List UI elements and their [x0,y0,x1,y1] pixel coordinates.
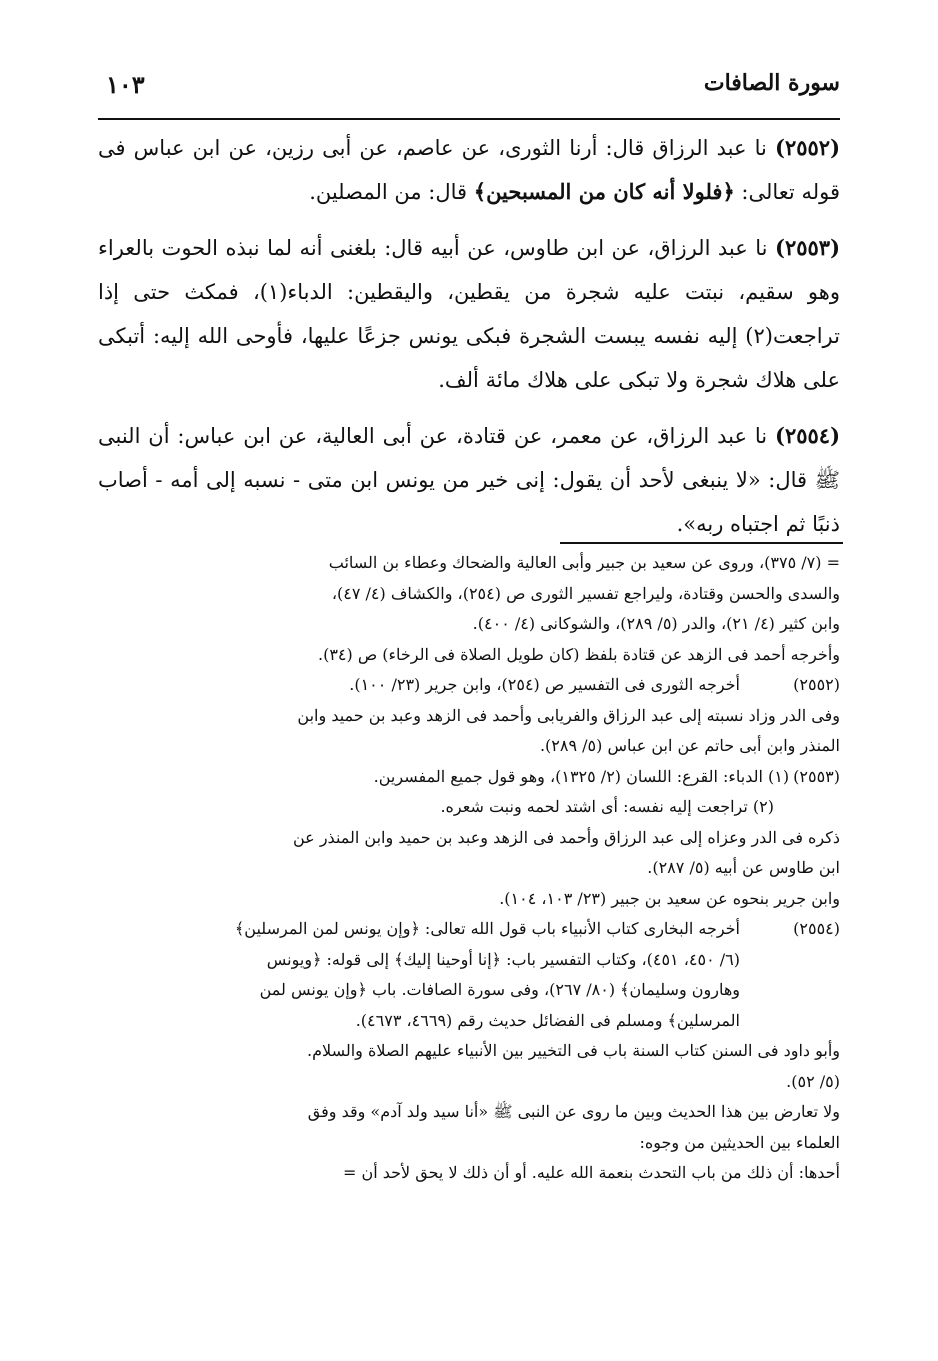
quran-quote: ﴿فلولا أنه كان من المسبحين﴾ [473,179,735,204]
footnote-2553-cont [98,823,840,915]
footnote-line: ابن طاوس عن أبيه (٥/ ٢٨٧). [647,858,840,877]
hadith-number: (٢٥٥٢) [775,135,840,160]
footnote-line: وهارون وسليمان﴾ (٨٠/ ٢٦٧)، وفى سورة الصافات. باب ﴿وإن يونس لمن [259,980,740,999]
footnote-2553-sub2 [98,792,840,823]
footnote-line: وأخرجه أحمد فى الزهد عن قتادة بلفظ (كان طويل الصلاة فى الرخاء) ص (٣٤). [318,644,840,664]
main-text [98,126,840,558]
footnote-line: المنذر وابن أبى حاتم عن ابن عباس (٥/ ٢٨٩). [539,736,840,755]
footnote-line: المرسلين﴾ ومسلم فى الفضائل حديث رقم (٤٦٦٩، ٤٦٧٣). [355,1010,740,1030]
footnote-line: أخرجه البخارى كتاب الأنبياء باب قول الله تعالى: ﴿وإن يونس لمن المرسلين﴾ [234,919,740,938]
footnote-line: ذكره فى الدر وعزاه إلى عبد الرزاق وأحمد فى الزهد وعبد بن حميد وابن المنذر عن [293,827,840,847]
hadith-2552 [98,126,840,214]
footnote-line: = (٧/ ٣٧٥)، وروى عن سعيد بن جبير وأبى العالية والضحاك وعطاء بن السائب [328,553,840,572]
footnote-2552-cont [98,701,840,762]
hadith-text: نا عبد الرزاق، عن ابن طاوس، عن أبيه قال: بلغنى أنه لما نبذه الحوت بالعراء وهو سقيم، نبتت عليه شجرة من يقطين، واليقطين: الدباء(١)، فمكث حتى إذا تراجعت(٢) إليه نفسه يبست الشجرة فبكى يونس جزعًا عليها، فأوحى الله إليه: أتبكى على هلاك شجرة ولا تبكى على هلاك مائة ألف. [98,236,840,392]
running-header [98,70,840,110]
hadith-2554 [98,414,840,546]
hadith-text: نا عبد الرزاق قال: أرنا الثورى، عن عاصم، عن أبى رزين، عن ابن عباس فى قوله تعالى: [98,136,840,204]
footnote-2553 [98,762,840,793]
footnote-line: وأبو داود فى السنن كتاب السنة باب فى التخيير بين الأنبياء عليهم الصلاة والسلام. [307,1041,840,1060]
footnote-line: وفى الدر وزاد نسبته إلى عبد الرزاق والفريابى وأحمد فى الزهد وعبد بن حميد وابن [297,705,840,725]
footnote-line: العلماء بين الحديثين من وجوه: [639,1132,840,1152]
hadith-number: (٢٥٥٤) [775,423,840,448]
footnote-2554-cont [98,1036,840,1189]
footnote-line: ولا تعارض بين هذا الحديث وبين ما روى عن النبى ﷺ «أنا سيد ولد آدم» وقد وفق [307,1102,840,1121]
page-number: ١٠٣ [106,70,145,99]
footnote-continuation [98,548,840,670]
footnote-line: وابن جرير بنحوه عن سعيد بن جبير (٢٣/ ١٠٣، ١٠٤). [499,888,840,908]
footnote-line: (١) الدباء: القرع: اللسان (٢/ ١٣٢٥)، وهو قول جميع المفسرين. [373,766,790,786]
footnote-line: أخرجه الثورى فى التفسير ص (٢٥٤)، وابن جرير (٢٣/ ١٠٠). [349,675,740,694]
hadith-2553 [98,226,840,402]
hadith-text: قال: من المصلين. [309,180,474,204]
footnote-label: (٢٥٥٢) [793,675,840,694]
footnote-line: (٦/ ٤٥٠، ٤٥١)، وكتاب التفسير باب: ﴿إنا أوحينا إليك﴾ إلى قوله: ﴿ويونس [266,949,740,969]
header-divider [98,118,840,120]
footnotes [98,548,840,1189]
footnote-2552 [98,670,840,701]
footnote-line: أحدها: أن ذلك من باب التحدث بنعمة الله عليه. أو أن ذلك لا يحق لأحد أن = [342,1163,840,1182]
footnote-label: (٢٥٥٣) [793,766,840,786]
footnote-divider [560,542,843,544]
footnote-line: والسدى والحسن وقتادة، وليراجع تفسير الثورى ص (٢٥٤)، والكشاف (٤/ ٤٧)، [331,583,840,603]
surah-title: سورة الصافات [703,70,840,96]
footnote-2554 [98,914,840,1036]
footnote-line: وابن كثير (٤/ ٢١)، والدر (٥/ ٢٨٩)، والشوكانى (٤/ ٤٠٠). [472,614,840,633]
hadith-text: نا عبد الرزاق، عن معمر، عن قتادة، عن أبى العالية، عن ابن عباس: أن النبى ﷺ قال: «لا ينبغى لأحد أن يقول: إنى خير من يونس ابن متى - نسبه إلى أمه - أصاب ذنبًا ثم اجتباه ربه». [98,424,840,536]
footnote-label: (٢٥٥٤) [793,919,840,938]
hadith-number: (٢٥٥٣) [775,235,840,260]
footnote-line: (٥/ ٥٢). [786,1071,840,1091]
footnote-line: (٢) تراجعت إليه نفسه: أى اشتد لحمه ونبت شعره. [440,797,774,816]
